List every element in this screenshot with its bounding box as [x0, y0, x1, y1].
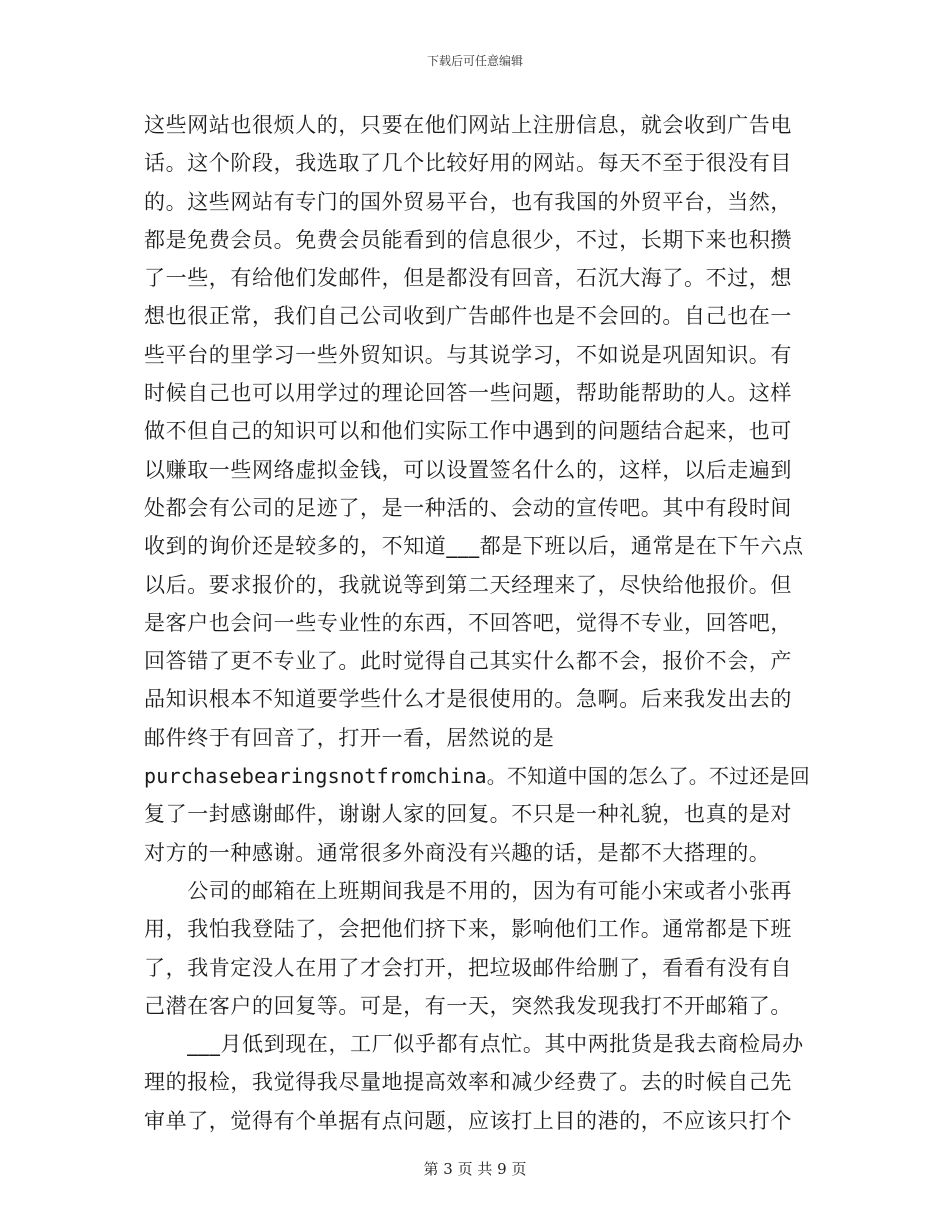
text-line: 以后。要求报价的，我就说等到第二天经理来了，尽快给他报价。但	[144, 572, 792, 597]
text-line: 审单了，觉得有个单据有点问题，应该打上目的港的，不应该只打个	[144, 1108, 792, 1133]
text-line: 以赚取一些网络虚拟金钱，可以设置签名什么的，这样，以后走遍到	[144, 457, 792, 482]
text-line: 收到的询价还是较多的，不知道___都是下班以后，通常是在下午六点	[144, 534, 804, 559]
paragraph-start-line: 公司的邮箱在上班期间我是不用的，因为有可能小宋或者小张再	[144, 878, 792, 903]
text-line: 处都会有公司的足迹了，是一种活的、会动的宣传吧。其中有段时间	[144, 495, 792, 520]
text-line: 的。这些网站有专门的国外贸易平台，也有我国的外贸平台，当然，	[144, 189, 792, 214]
text-line: 品知识根本不知道要学些什么才是很使用的。急啊。后来我发出去的	[144, 687, 792, 712]
page-header: 下载后可任意编辑	[426, 54, 523, 68]
text-line: 话。这个阶段，我选取了几个比较好用的网站。每天不至于很没有目	[144, 151, 792, 176]
document-body	[144, 106, 814, 1140]
text-line: purchasebearingsnotfromchina。不知道中国的怎么了。不过还是回	[144, 764, 810, 789]
text-line: 己潜在客户的回复等。可是，有一天，突然我发现我打不开邮箱了。	[144, 993, 792, 1018]
text-line: 时候自己也可以用学过的理论回答一些问题，帮助能帮助的人。这样	[144, 381, 792, 406]
paragraph-start-line: ___月低到现在，工厂似乎都有点忙。其中两批货是我去商检局办	[144, 1032, 804, 1057]
text-line: 了，我肯定没人在用了才会打开，把垃圾邮件给删了，看看有没有自	[144, 955, 792, 980]
text-line: 做不但自己的知识可以和他们实际工作中遇到的问题结合起来，也可	[144, 419, 792, 444]
text-line: 对方的一种感谢。通常很多外商没有兴趣的话，是都不大搭理的。	[144, 840, 771, 865]
text-line: 用，我怕我登陆了，会把他们挤下来，影响他们工作。通常都是下班	[144, 917, 792, 942]
text-line: 了一些，有给他们发邮件，但是都没有回音，石沉大海了。不过，想	[144, 266, 792, 291]
text-line: 些平台的里学习一些外贸知识。与其说学习，不如说是巩固知识。有	[144, 342, 792, 367]
text-line: 都是免费会员。免费会员能看到的信息很少，不过，长期下来也积攒	[144, 227, 792, 252]
text-line: 回答错了更不专业了。此时觉得自己其实什么都不会，报价不会，产	[144, 649, 792, 674]
text-line: 是客户也会问一些专业性的东西，不回答吧，觉得不专业，回答吧，	[144, 610, 792, 635]
page-number-footer: 第 3 页 共 9 页	[423, 1160, 527, 1178]
text-line: 想也很正常，我们自己公司收到广告邮件也是不会回的。自己也在一	[144, 304, 792, 329]
text-line: 复了一封感谢邮件，谢谢人家的回复。不只是一种礼貌，也真的是对	[144, 802, 792, 827]
text-line: 邮件终于有回音了，打开一看，居然说的是	[144, 725, 555, 750]
text-line: 理的报检，我觉得我尽量地提高效率和减少经费了。去的时候自己先	[144, 1070, 792, 1095]
text-line: 这些网站也很烦人的，只要在他们网站上注册信息，就会收到广告电	[144, 113, 792, 137]
